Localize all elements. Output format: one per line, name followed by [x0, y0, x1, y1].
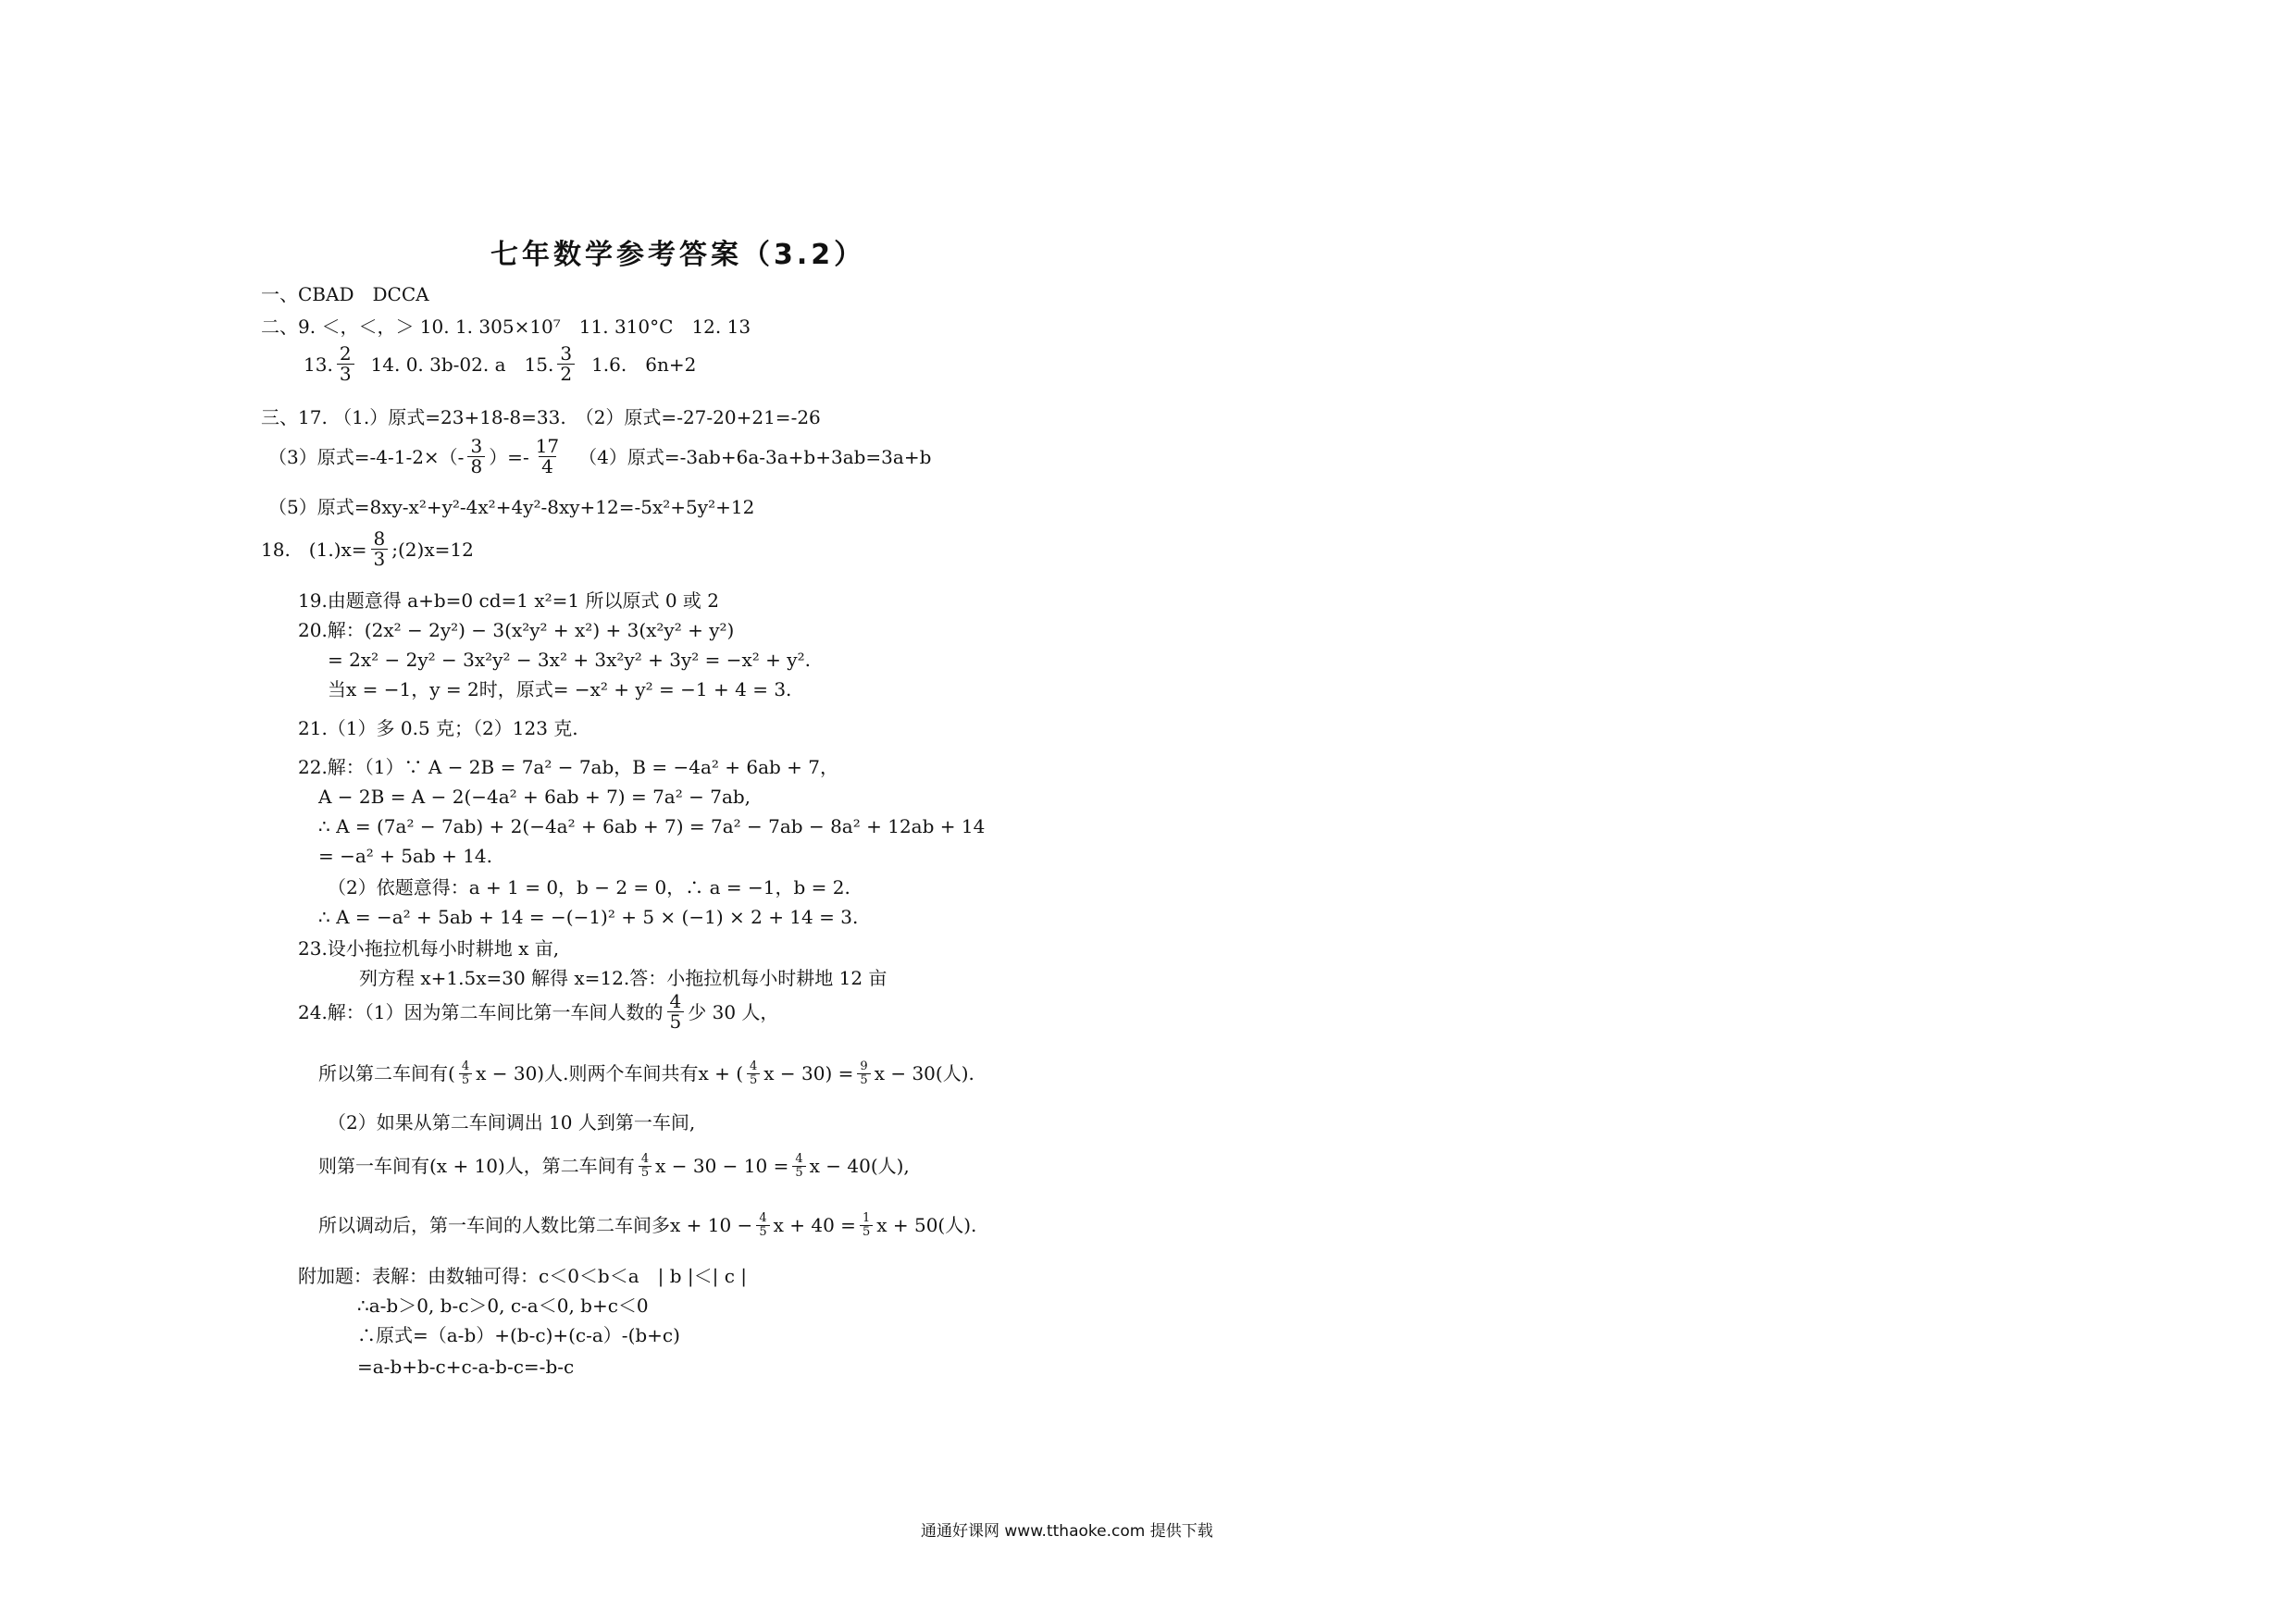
answer-18-text: 18. (1.)x=	[261, 538, 367, 561]
answer-17-3-mid: ）=-	[489, 445, 529, 468]
fraction-denominator: 5	[639, 1166, 652, 1180]
fraction-numerator: 1	[862, 1211, 871, 1225]
fraction-17-3-b	[533, 437, 562, 477]
fraction-denominator: 5	[747, 1073, 760, 1087]
answer-24-step-1-a: 所以第二车间有(	[318, 1062, 455, 1085]
answer-line-17-5: （5）原式=8xy-x²+y²-4x²+4y²-8xy+12=-5x²+5y²+12	[268, 496, 755, 518]
answer-16-text: 1.6. 6n+2	[591, 353, 697, 376]
answer-24-step-2-a: 则第一车间有(x + 10)人，第二车间有	[318, 1155, 635, 1178]
fraction-24-b	[459, 1060, 472, 1086]
answer-line-24-step-2	[318, 1153, 910, 1179]
answer-line-20-result: 当x = −1，y = 2时，原式= −x² + y² = −1 + 4 = 3.	[328, 678, 792, 700]
answer-line-24-step-1	[318, 1060, 974, 1086]
answer-line-20: 20.解：(2x² − 2y²) − 3(x²y² + x²) + 3(x²y² + y²)	[298, 619, 735, 641]
fraction-denominator: 5	[792, 1166, 805, 1180]
fraction-denominator: 5	[756, 1225, 769, 1239]
answer-14-15-text: 14. 0. 3b-02. a 15.	[370, 353, 554, 376]
fraction-17-3-a	[467, 437, 485, 477]
answer-line-bonus-step-2: ∴原式=（a-b）+(b-c)+(c-a）-(b+c)	[357, 1324, 680, 1346]
answer-line-24-part-2: （2）如果从第二车间调出 10 人到第一车间,	[328, 1111, 696, 1134]
answer-line-22-step-2: ∴ A = (7a² − 7ab) + 2(−4a² + 6ab + 7) = 7a² − 7ab − 8a² + 12ab + 14	[318, 815, 986, 837]
fraction-numerator: 3	[560, 342, 573, 365]
fraction-18	[371, 529, 389, 569]
fraction-numerator: 4	[759, 1211, 767, 1225]
fraction-denominator: 3	[371, 549, 389, 569]
fraction-24-d	[857, 1060, 870, 1086]
answer-24-step-1-c: x − 30) =	[763, 1062, 854, 1085]
fraction-denominator: 2	[557, 364, 575, 384]
fraction-numerator: 9	[860, 1059, 868, 1073]
fraction-denominator: 5	[459, 1073, 472, 1087]
fraction-24-g	[756, 1212, 769, 1238]
answer-line-22: 22.解：（1）∵ A − 2B = 7a² − 7ab，B = −4a² + 6ab + 7，	[298, 756, 839, 778]
fraction-denominator: 3	[337, 364, 354, 384]
answer-line-bonus-result: =a-b+b-c+c-a-b-c=-b-c	[357, 1356, 575, 1378]
answer-24-step-1-d: x − 30(人).	[874, 1062, 974, 1085]
answer-line-13-16	[304, 344, 696, 384]
fraction-numerator: 4	[669, 990, 682, 1012]
fraction-15	[557, 344, 575, 384]
fraction-denominator: 5	[860, 1225, 873, 1239]
fraction-13	[337, 344, 354, 384]
answer-24-step-1-b: x − 30)人.则两个车间共有x + (	[476, 1062, 744, 1085]
answer-24-result-b: x + 40 =	[773, 1214, 856, 1237]
answer-line-24-result	[318, 1212, 976, 1238]
answer-line-17-1-2: 三、17. （1.）原式=23+18-8=33. （2）原式=-27-20+21=-26	[261, 406, 821, 428]
answer-line-21: 21.（1）多 0.5 克；（2）123 克.	[298, 717, 578, 739]
fraction-numerator: 4	[795, 1152, 803, 1166]
answer-line-22-part-2: （2）依题意得：a + 1 = 0，b − 2 = 0，∴ a = −1，b = 2.	[328, 876, 850, 898]
fraction-24-h	[860, 1212, 873, 1238]
answer-24-step-2-b: x − 30 − 10 =	[655, 1155, 789, 1178]
answer-24-text: 24.解：（1）因为第二车间比第一车间人数的	[298, 1000, 664, 1023]
fraction-denominator: 4	[539, 456, 556, 477]
answer-line-22-part-2-result: ∴ A = −a² + 5ab + 14 = −(−1)² + 5 × (−1) × 2 + 14 = 3.	[318, 906, 859, 928]
fraction-24-c	[747, 1060, 760, 1086]
answer-line-24	[298, 992, 778, 1032]
answer-24-text-rest: 少 30 人，	[688, 1000, 779, 1023]
fraction-denominator: 8	[467, 456, 485, 477]
answer-line-19: 19.由题意得 a+b=0 cd=1 x²=1 所以原式 0 或 2	[298, 589, 719, 612]
fraction-numerator: 4	[750, 1059, 758, 1073]
answer-line-22-step-3: = −a² + 5ab + 14.	[318, 845, 493, 867]
page-footer: 通通好课网 www.tthaoke.com 提供下载	[921, 1522, 1213, 1541]
answer-24-step-2-c: x − 40(人),	[809, 1155, 910, 1178]
page-title: 七年数学参考答案（3.2）	[490, 239, 866, 271]
answer-17-3-text: （3）原式=-4-1-2×（-	[268, 445, 465, 468]
fraction-numerator: 4	[461, 1059, 470, 1073]
answer-line-23-solution: 列方程 x+1.5x=30 解得 x=12.答：小拖拉机每小时耕地 12 亩	[359, 967, 887, 989]
answer-line-bonus: 附加题：表解：由数轴可得：c＜0＜b＜a | b |＜| c |	[298, 1265, 748, 1287]
answer-line-section-1: 一、CBAD DCCA	[261, 283, 429, 305]
fraction-denominator: 5	[857, 1073, 870, 1087]
answer-line-17-3-4	[268, 437, 931, 477]
answer-line-bonus-step-1: ∴a-b＞0, b-c＞0, c-a＜0, b+c＜0	[357, 1295, 649, 1317]
fraction-numerator: 4	[640, 1152, 650, 1166]
answer-13-label: 13.	[304, 353, 333, 376]
answer-line-22-step-1: A − 2B = A − 2(−4a² + 6ab + 7) = 7a² − 7ab,	[318, 786, 751, 808]
fraction-24-e	[639, 1153, 652, 1179]
fraction-24-a	[667, 992, 685, 1032]
answer-17-4-text: （4）原式=-3ab+6a-3a+b+3ab=3a+b	[578, 445, 932, 468]
fraction-numerator: 8	[373, 527, 386, 550]
answer-line-section-2: 二、9. ＜，＜，＞ 10. 1. 305×10⁷ 11. 310°C 12. 13	[261, 316, 751, 338]
fraction-numerator: 3	[470, 435, 483, 457]
answer-24-result-a: 所以调动后，第一车间的人数比第二车间多x + 10 −	[318, 1214, 753, 1237]
fraction-denominator: 5	[667, 1011, 685, 1032]
fraction-24-f	[792, 1153, 805, 1179]
answer-line-18	[261, 529, 474, 569]
fraction-numerator: 2	[339, 342, 352, 365]
fraction-numerator: 17	[535, 435, 560, 457]
answer-18-rest: ;(2)x=12	[391, 538, 474, 561]
answer-line-20-step: = 2x² − 2y² − 3x²y² − 3x² + 3x²y² + 3y² = −x² + y².	[328, 649, 811, 671]
answer-line-23: 23.设小拖拉机每小时耕地 x 亩,	[298, 937, 560, 960]
answer-24-result-c: x + 50(人).	[876, 1214, 977, 1237]
